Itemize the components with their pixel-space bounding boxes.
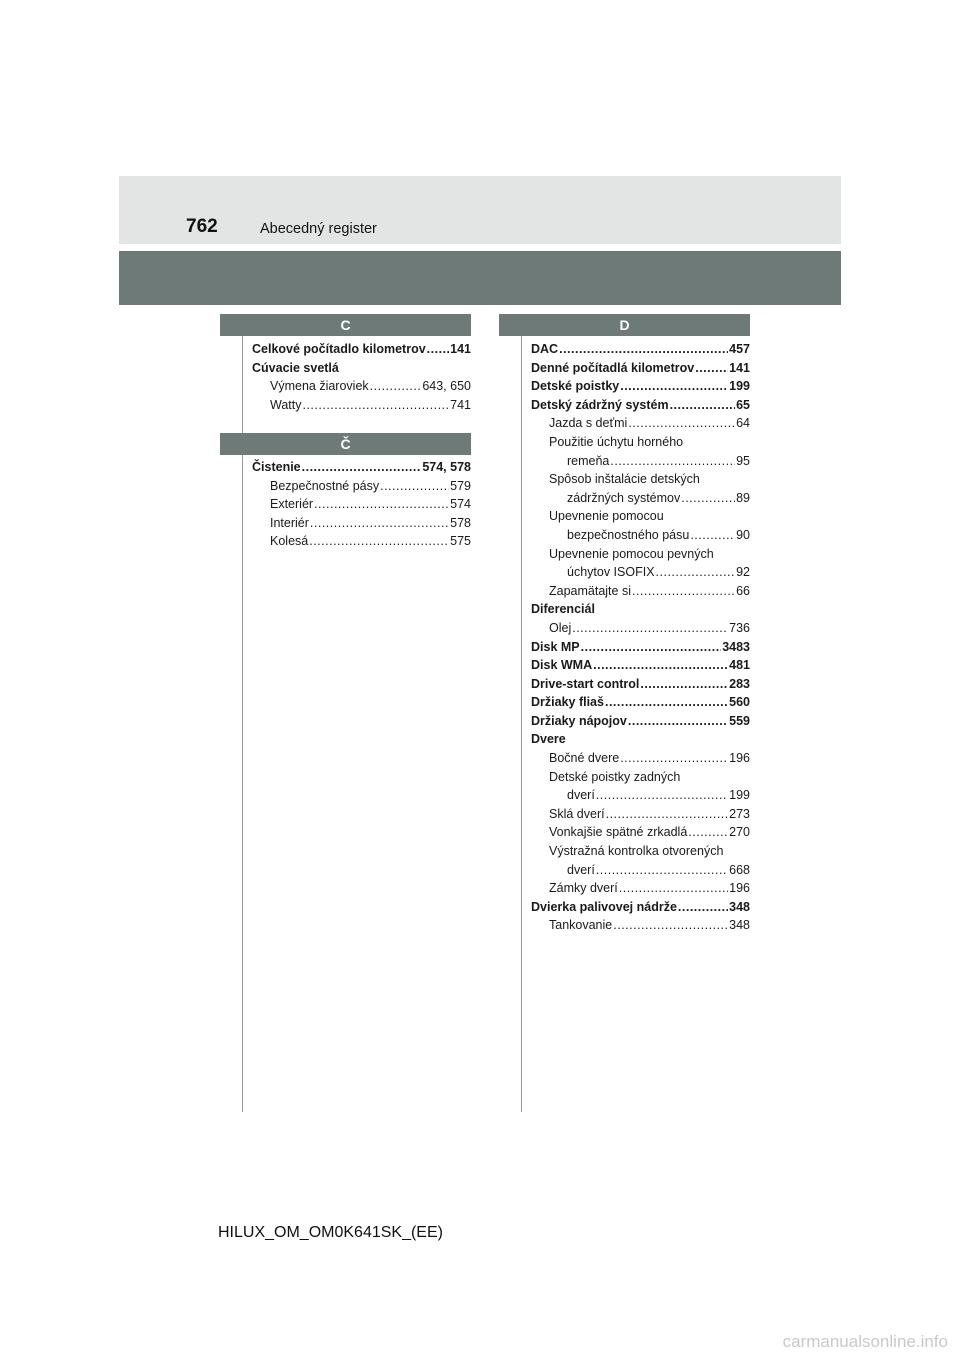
index-entry-term: Denné počítadlá kilometrov bbox=[531, 360, 695, 375]
dot-leader bbox=[596, 861, 728, 880]
index-entry bbox=[531, 638, 750, 657]
index-entry-term: Disk MP bbox=[531, 639, 580, 654]
index-entry-page: 559 bbox=[729, 713, 750, 728]
dot-leader bbox=[640, 675, 728, 694]
index-entry-term: Exteriér bbox=[270, 497, 314, 512]
dot-leader bbox=[427, 340, 449, 359]
index-entry bbox=[531, 582, 750, 601]
header-dark-band bbox=[119, 251, 841, 305]
index-entry-page: 92 bbox=[736, 565, 750, 580]
index-entry: Upevnenie pomocou bbox=[549, 509, 664, 524]
index-entry-term: Kolesá bbox=[270, 534, 309, 549]
index-entry-page: 95 bbox=[736, 453, 750, 468]
index-entry-page: 741 bbox=[450, 397, 471, 412]
dot-leader bbox=[620, 749, 728, 768]
index-entry bbox=[531, 786, 750, 805]
index-entry-term: remeňa bbox=[567, 453, 610, 468]
index-entry bbox=[531, 712, 750, 731]
index-entry-page: 273 bbox=[729, 806, 750, 821]
index-entry-page: 575 bbox=[450, 534, 471, 549]
index-entry bbox=[531, 879, 750, 898]
index-entry-term: Disk WMA bbox=[531, 658, 593, 673]
index-entry-page: 283 bbox=[729, 676, 750, 691]
index-entry-page: 65 bbox=[736, 397, 750, 412]
dot-leader bbox=[613, 916, 728, 935]
index-entry-page: 90 bbox=[736, 527, 750, 542]
index-entry bbox=[531, 656, 750, 675]
index-entry bbox=[252, 340, 471, 359]
index-entry-term: Zámky dverí bbox=[549, 881, 618, 896]
index-entry-term: Detské poistky bbox=[531, 379, 620, 394]
dot-leader bbox=[695, 359, 728, 378]
dot-leader bbox=[690, 526, 735, 545]
index-entry-page: 560 bbox=[729, 695, 750, 710]
index-entry: Výstražná kontrolka otvorených bbox=[549, 844, 724, 859]
index-entry bbox=[252, 532, 471, 551]
index-entry bbox=[252, 458, 471, 477]
index-entry: Detské poistky zadných bbox=[549, 769, 681, 784]
dot-leader bbox=[681, 489, 735, 508]
index-entry-page: 199 bbox=[729, 379, 750, 394]
index-entry-term: Bezpečnostné pásy bbox=[270, 478, 380, 493]
dot-leader bbox=[559, 340, 728, 359]
index-entry-page: 574, 578 bbox=[422, 460, 471, 474]
index-entry-term: Čistenie bbox=[252, 460, 301, 474]
index-entry bbox=[531, 414, 750, 433]
letter-heading-c-caron: Č bbox=[220, 433, 471, 455]
index-entry-page: 196 bbox=[729, 881, 750, 896]
index-entry-term: Výmena žiaroviek bbox=[270, 379, 369, 394]
index-entry bbox=[252, 396, 471, 415]
index-entry bbox=[252, 477, 471, 496]
index-entry bbox=[252, 514, 471, 533]
index-entry-term: Detský zádržný systém bbox=[531, 397, 669, 412]
index-entry-term: Dvierka palivovej nádrže bbox=[531, 899, 677, 914]
index-list-c bbox=[252, 340, 471, 414]
index-entry: Dvere bbox=[531, 732, 566, 747]
section-title: Abecedný register bbox=[260, 221, 377, 237]
dot-leader bbox=[610, 452, 735, 471]
index-entry bbox=[531, 675, 750, 694]
dot-leader bbox=[593, 656, 728, 675]
dot-leader bbox=[620, 377, 728, 396]
index-entry: Diferenciál bbox=[531, 602, 595, 617]
index-entry-page: 196 bbox=[729, 751, 750, 766]
index-entry-page: 348 bbox=[729, 918, 750, 933]
index-entry-term: dverí bbox=[567, 788, 595, 803]
index-entry-term: úchytov ISOFIX bbox=[567, 565, 655, 580]
dot-leader bbox=[632, 582, 735, 601]
dot-leader bbox=[606, 805, 729, 824]
dot-leader bbox=[628, 414, 735, 433]
index-entry-page: 736 bbox=[729, 620, 750, 635]
dot-leader bbox=[596, 786, 728, 805]
index-entry-page: 64 bbox=[736, 416, 750, 431]
index-entry: Spôsob inštalácie detských bbox=[549, 472, 700, 487]
index-entry bbox=[531, 898, 750, 917]
index-entry-term: Interiér bbox=[270, 515, 309, 530]
index-entry-term: Tankovanie bbox=[549, 918, 613, 933]
dot-leader bbox=[302, 458, 422, 477]
dot-leader bbox=[670, 396, 736, 415]
index-entry-page: 141 bbox=[450, 342, 471, 356]
letter-heading-d: D bbox=[499, 314, 750, 336]
header-band bbox=[119, 176, 841, 244]
dot-leader bbox=[678, 898, 728, 917]
index-entry-term: Bočné dvere bbox=[549, 751, 620, 766]
index-list-d bbox=[531, 340, 750, 935]
dot-leader bbox=[581, 638, 722, 657]
index-entry-term: bezpečnostného pásu bbox=[567, 527, 690, 542]
dot-leader bbox=[380, 477, 449, 496]
index-entry-term: Jazda s deťmi bbox=[549, 416, 628, 431]
index-entry bbox=[531, 340, 750, 359]
index-entry bbox=[531, 359, 750, 378]
index-entry bbox=[531, 861, 750, 880]
index-entry-page: 270 bbox=[729, 825, 750, 840]
index-entry-term: Zapamätajte si bbox=[549, 583, 631, 598]
index-entry-page: 457 bbox=[729, 342, 750, 356]
index-entry: Cúvacie svetlá bbox=[252, 360, 339, 375]
index-entry-page: 643, 650 bbox=[422, 379, 471, 394]
index-entry-page: 668 bbox=[729, 862, 750, 877]
index-entry-page: 3483 bbox=[722, 639, 750, 654]
index-entry bbox=[531, 377, 750, 396]
right-column-rule bbox=[521, 336, 522, 1112]
document-code: HILUX_OM_OM0K641SK_(EE) bbox=[218, 1224, 443, 1241]
page-number: 762 bbox=[186, 216, 218, 237]
index-entry-page: 89 bbox=[736, 490, 750, 505]
index-entry bbox=[531, 396, 750, 415]
index-entry-term: Drive-start control bbox=[531, 676, 640, 691]
index-entry-term: Celkové počítadlo kilometrov bbox=[252, 342, 426, 356]
index-entry bbox=[531, 805, 750, 824]
index-entry bbox=[252, 495, 471, 514]
index-entry bbox=[531, 916, 750, 935]
index-entry-page: 574 bbox=[450, 497, 471, 512]
index-entry bbox=[531, 693, 750, 712]
dot-leader bbox=[619, 879, 728, 898]
index-entry-term: Watty bbox=[270, 397, 302, 412]
dot-leader bbox=[656, 563, 736, 582]
index-entry bbox=[531, 526, 750, 545]
dot-leader bbox=[605, 693, 728, 712]
index-entry bbox=[531, 619, 750, 638]
index-entry: Použitie úchytu horného bbox=[549, 434, 684, 449]
index-entry-term: Držiaky fliaš bbox=[531, 695, 604, 710]
index-entry-term: Vonkajšie spätné zrkadlá bbox=[549, 825, 688, 840]
index-entry-page: 579 bbox=[450, 478, 471, 493]
dot-leader bbox=[370, 377, 422, 396]
index-entry bbox=[531, 563, 750, 582]
index-entry-term: Držiaky nápojov bbox=[531, 713, 627, 728]
dot-leader bbox=[628, 712, 728, 731]
dot-leader bbox=[310, 514, 449, 533]
dot-leader bbox=[309, 532, 449, 551]
index-entry-page: 199 bbox=[729, 788, 750, 803]
index-entry-term: DAC bbox=[531, 342, 559, 356]
watermark: carmanualsonline.info bbox=[782, 1332, 948, 1351]
dot-leader bbox=[302, 396, 449, 415]
index-entry-page: 141 bbox=[729, 360, 750, 375]
dot-leader bbox=[688, 823, 728, 842]
index-entry bbox=[531, 749, 750, 768]
index-list-c-caron bbox=[252, 458, 471, 551]
index-entry-page: 348 bbox=[729, 899, 750, 914]
index-entry: Upevnenie pomocou pevných bbox=[549, 546, 714, 561]
index-entry bbox=[531, 489, 750, 508]
index-entry bbox=[531, 452, 750, 471]
dot-leader bbox=[314, 495, 449, 514]
index-entry-page: 66 bbox=[736, 583, 750, 598]
index-entry-page: 481 bbox=[729, 658, 750, 673]
index-entry-term: Sklá dverí bbox=[549, 806, 605, 821]
index-entry bbox=[252, 377, 471, 396]
index-entry-term: Olej bbox=[549, 620, 572, 635]
letter-heading-c: C bbox=[220, 314, 471, 336]
dot-leader bbox=[572, 619, 728, 638]
index-entry bbox=[531, 823, 750, 842]
index-entry-term: zádržných systémov bbox=[567, 490, 681, 505]
index-entry-term: dverí bbox=[567, 862, 595, 877]
index-entry-page: 578 bbox=[450, 515, 471, 530]
